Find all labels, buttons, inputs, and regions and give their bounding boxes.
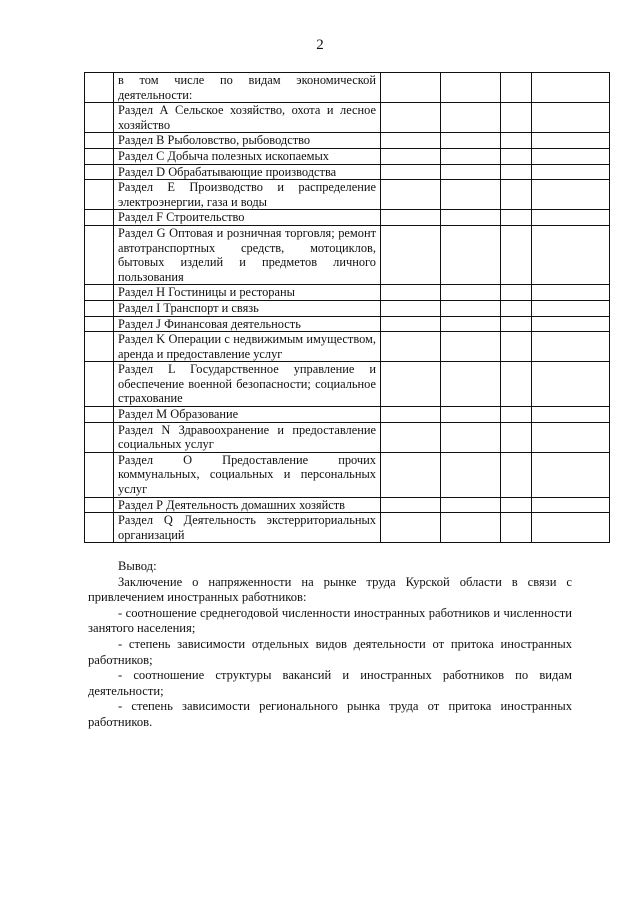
table-cell-empty	[501, 73, 532, 103]
activity-section-label: Раздел Н Гостиницы и рестораны	[114, 285, 381, 301]
table-cell-empty	[532, 103, 610, 133]
table-cell-empty	[381, 497, 441, 513]
table-row	[85, 316, 610, 332]
conclusion-item-1: - соотношение среднегодовой численности иностранных работников и численности занятого населения;	[88, 605, 572, 636]
table-cell-empty	[85, 422, 114, 452]
table-cell-empty	[381, 285, 441, 301]
table-cell-empty	[381, 513, 441, 543]
table-cell-empty	[381, 164, 441, 180]
table-body	[85, 73, 610, 543]
table-cell-empty	[441, 225, 501, 284]
table-cell-empty	[532, 452, 610, 497]
table-row	[85, 497, 610, 513]
table-row	[85, 422, 610, 452]
table-cell-empty	[381, 148, 441, 164]
table-cell-empty	[441, 285, 501, 301]
table-cell-empty	[85, 362, 114, 407]
table-cell-empty	[501, 497, 532, 513]
table-cell-empty	[441, 133, 501, 149]
table-cell-empty	[501, 210, 532, 226]
table-row	[85, 180, 610, 210]
table-cell-empty	[381, 133, 441, 149]
table-cell-empty	[532, 362, 610, 407]
table-cell-empty	[441, 316, 501, 332]
conclusion-intro: Заключение о напряженности на рынке труда Курской области в связи с привлечением иностранных работников:	[88, 574, 572, 605]
activity-section-label: Раздел I Транспорт и связь	[114, 300, 381, 316]
activity-section-label: Раздел О Предоставление прочих коммунальных, социальных и персональных услуг	[114, 452, 381, 497]
table-cell-empty	[441, 422, 501, 452]
table-cell-empty	[532, 422, 610, 452]
table-cell-empty	[501, 164, 532, 180]
activity-section-label: Раздел В Рыболовство, рыбоводство	[114, 133, 381, 149]
table-row	[85, 285, 610, 301]
table-cell-empty	[501, 407, 532, 423]
conclusion-item-4: - степень зависимости регионального рынка труда от притока иностранных работников.	[88, 699, 572, 729]
table-cell-empty	[532, 164, 610, 180]
table-cell-empty	[501, 133, 532, 149]
activity-section-label: Раздел М Образование	[114, 407, 381, 423]
table-row	[85, 362, 610, 407]
table-row	[85, 407, 610, 423]
table-cell-empty	[441, 73, 501, 103]
table-cell-empty	[532, 285, 610, 301]
table-cell-empty	[85, 285, 114, 301]
table-row	[85, 452, 610, 497]
table-cell-empty	[85, 148, 114, 164]
table-cell-empty	[441, 362, 501, 407]
table-cell-empty	[85, 407, 114, 423]
table-cell-empty	[85, 316, 114, 332]
table-cell-empty	[532, 148, 610, 164]
table-row	[85, 103, 610, 133]
table-row	[85, 300, 610, 316]
table-cell-empty	[441, 407, 501, 423]
activity-section-label: Раздел А Сельское хозяйство, охота и лесное хозяйство	[114, 103, 381, 133]
table-cell-empty	[381, 73, 441, 103]
activity-section-label: Раздел F Строительство	[114, 210, 381, 226]
table-cell-empty	[501, 513, 532, 543]
table-row	[85, 133, 610, 149]
table-cell-empty	[85, 210, 114, 226]
table-cell-empty	[85, 133, 114, 149]
table-cell-empty	[501, 332, 532, 362]
table-row	[85, 332, 610, 362]
activity-section-label: Раздел L Государственное управление и обеспечение военной безопасности; социальное страхование	[114, 362, 381, 407]
table-cell-empty	[532, 133, 610, 149]
table-cell-empty	[441, 332, 501, 362]
table-cell-empty	[441, 148, 501, 164]
table-cell-empty	[381, 316, 441, 332]
table-cell-empty	[501, 300, 532, 316]
table-cell-empty	[441, 210, 501, 226]
table-row	[85, 513, 610, 543]
activity-section-label: Раздел Q Деятельность экстерриториальных организаций	[114, 513, 381, 543]
table-cell-empty	[532, 407, 610, 423]
table-cell-empty	[501, 180, 532, 210]
table-cell-empty	[532, 513, 610, 543]
conclusion-heading: Вывод:	[118, 559, 157, 573]
table-cell-empty	[441, 180, 501, 210]
table-cell-empty	[441, 497, 501, 513]
table-cell-empty	[85, 497, 114, 513]
table-cell-empty	[85, 180, 114, 210]
activity-section-label: Раздел K Операции с недвижимым имуществом, аренда и предоставление услуг	[114, 332, 381, 362]
table-cell-empty	[85, 300, 114, 316]
table-cell-empty	[532, 332, 610, 362]
table-cell-empty	[381, 422, 441, 452]
table-cell-empty	[532, 73, 610, 103]
table-cell-empty	[441, 164, 501, 180]
table-cell-empty	[532, 300, 610, 316]
table-cell-empty	[85, 73, 114, 103]
table-row	[85, 225, 610, 284]
table-cell-empty	[441, 103, 501, 133]
table-cell-empty	[501, 225, 532, 284]
table-cell-empty	[501, 285, 532, 301]
table-cell-empty	[501, 316, 532, 332]
activity-section-label: в том числе по видам экономической деятельности:	[114, 73, 381, 103]
conclusion-section	[88, 559, 572, 731]
table-cell-empty	[85, 103, 114, 133]
table-cell-empty	[85, 164, 114, 180]
table-cell-empty	[501, 422, 532, 452]
table-cell-empty	[381, 362, 441, 407]
table-cell-empty	[381, 452, 441, 497]
activity-section-label: Раздел N Здравоохранение и предоставление социальных услуг	[114, 422, 381, 452]
table-cell-empty	[381, 225, 441, 284]
activity-section-label: Раздел J Финансовая деятельность	[114, 316, 381, 332]
table-cell-empty	[501, 362, 532, 407]
table-cell-empty	[532, 225, 610, 284]
activity-section-label: Раздел Р Деятельность домашних хозяйств	[114, 497, 381, 513]
table-cell-empty	[381, 407, 441, 423]
conclusion-item-2: - степень зависимости отдельных видов деятельности от притока иностранных работников;	[88, 636, 572, 667]
table-cell-empty	[85, 513, 114, 543]
activity-section-label: Раздел G Оптовая и розничная торговля; ремонт автотранспортных средств, мотоциклов, бытовых изделий и предметов личного пользования	[114, 225, 381, 284]
table-row	[85, 210, 610, 226]
table-cell-empty	[381, 332, 441, 362]
table-cell-empty	[501, 103, 532, 133]
table-cell-empty	[381, 103, 441, 133]
table-cell-empty	[532, 497, 610, 513]
table-cell-empty	[441, 300, 501, 316]
table-cell-empty	[381, 180, 441, 210]
table-cell-empty	[532, 210, 610, 226]
conclusion-item-3: - соотношение структуры вакансий и иностранных работников по видам деятельности;	[88, 668, 572, 698]
table-row	[85, 73, 610, 103]
activity-section-label: Раздел Е Производство и распределение электроэнергии, газа и воды	[114, 180, 381, 210]
table-cell-empty	[85, 332, 114, 362]
table-cell-empty	[532, 180, 610, 210]
table-cell-empty	[85, 225, 114, 284]
table-cell-empty	[381, 300, 441, 316]
table-cell-empty	[501, 452, 532, 497]
table-row	[85, 164, 610, 180]
table-cell-empty	[441, 452, 501, 497]
activity-section-label: Раздел D Обрабатывающие производства	[114, 164, 381, 180]
activity-section-label: Раздел С Добыча полезных ископаемых	[114, 148, 381, 164]
table-row	[85, 148, 610, 164]
table-cell-empty	[85, 452, 114, 497]
table-cell-empty	[381, 210, 441, 226]
table-cell-empty	[501, 148, 532, 164]
table-cell-empty	[532, 316, 610, 332]
economic-activity-table	[84, 72, 610, 543]
table-cell-empty	[441, 513, 501, 543]
page-number: 2	[316, 37, 324, 53]
